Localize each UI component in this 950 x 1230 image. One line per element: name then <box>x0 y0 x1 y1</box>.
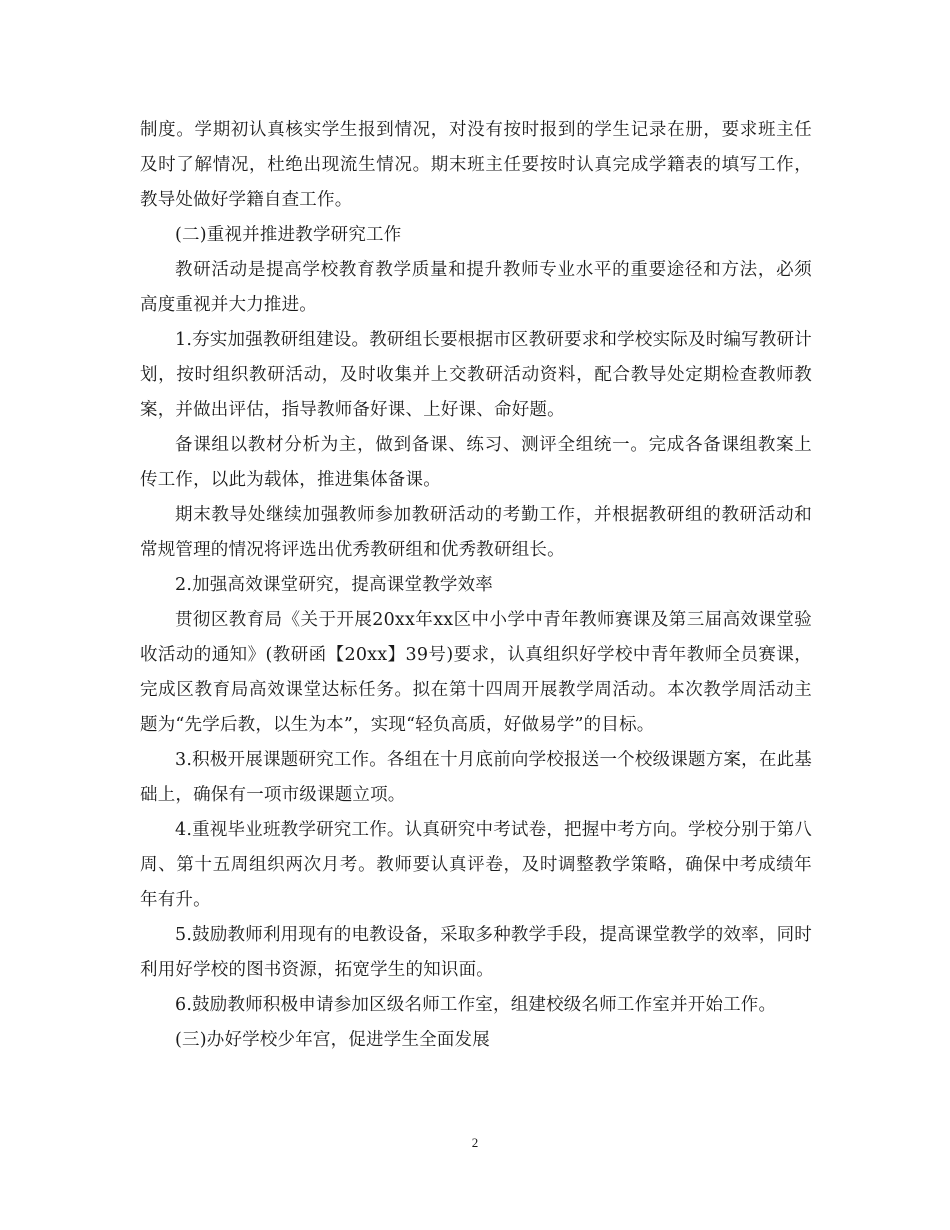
section-heading: (三)办好学校少年宫，促进学生全面发展 <box>175 1030 490 1050</box>
list-item: 5.鼓励教师利用现有的电教设备，采取多种教学手段，提高课堂教学的效率，同时利用好学校的图书资源，拓宽学生的知识面。 <box>140 925 812 980</box>
list-item: 2.加强高效课堂研究，提高课堂教学效率 <box>175 575 493 595</box>
list-item: 3.积极开展课题研究工作。各组在十月底前向学校报送一个校级课题方案，在此基础上，确保有一项市级课题立项。 <box>140 750 812 805</box>
paragraph: 期末教导处继续加强教师参加教研活动的考勤工作，并根据教研组的教研活动和常规管理的情况将评选出优秀教研组和优秀教研组长。 <box>140 505 812 560</box>
paragraph: 教研活动是提高学校教育教学质量和提升教师专业水平的重要途径和方法，必须高度重视并大力推进。 <box>140 260 812 315</box>
paragraph: 备课组以教材分析为主，做到备课、练习、测评全组统一。完成各备课组教案上传工作，以此为载体，推进集体备课。 <box>140 435 812 490</box>
list-item: 1.夯实加强教研组建设。教研组长要根据市区教研要求和学校实际及时编写教研计划，按时组织教研活动，及时收集并上交教研活动资料，配合教导处定期检查教师教案，并做出评估，指导教师备好课、上好课、命好题。 <box>140 330 812 420</box>
document-body <box>140 113 812 1058</box>
list-item: 6.鼓励教师积极申请参加区级名师工作室，组建校级名师工作室并开始工作。 <box>175 995 777 1015</box>
section-heading: (二)重视并推进教学研究工作 <box>175 225 402 245</box>
paragraph: 贯彻区教育局《关于开展20xx年xx区中小学中青年教师赛课及第三届高效课堂验收活动的通知》(教研函【20xx】39号)要求，认真组织好学校中青年教师全员赛课，完成区教育局高效课堂达标任务。拟在第十四周开展教学周活动。本次教学周活动主题为“先学后教，以生为本”，实现“轻负高质，好做易学”的目标。 <box>140 610 812 735</box>
list-item: 4.重视毕业班教学研究工作。认真研究中考试卷，把握中考方向。学校分别于第八周、第十五周组织两次月考。教师要认真评卷，及时调整教学策略，确保中考成绩年年有升。 <box>140 820 812 910</box>
paragraph: 制度。学期初认真核实学生报到情况，对没有按时报到的学生记录在册，要求班主任及时了解情况，杜绝出现流生情况。期末班主任要按时认真完成学籍表的填写工作，教导处做好学籍自查工作。 <box>140 120 812 210</box>
page-number: 2 <box>471 1135 479 1150</box>
